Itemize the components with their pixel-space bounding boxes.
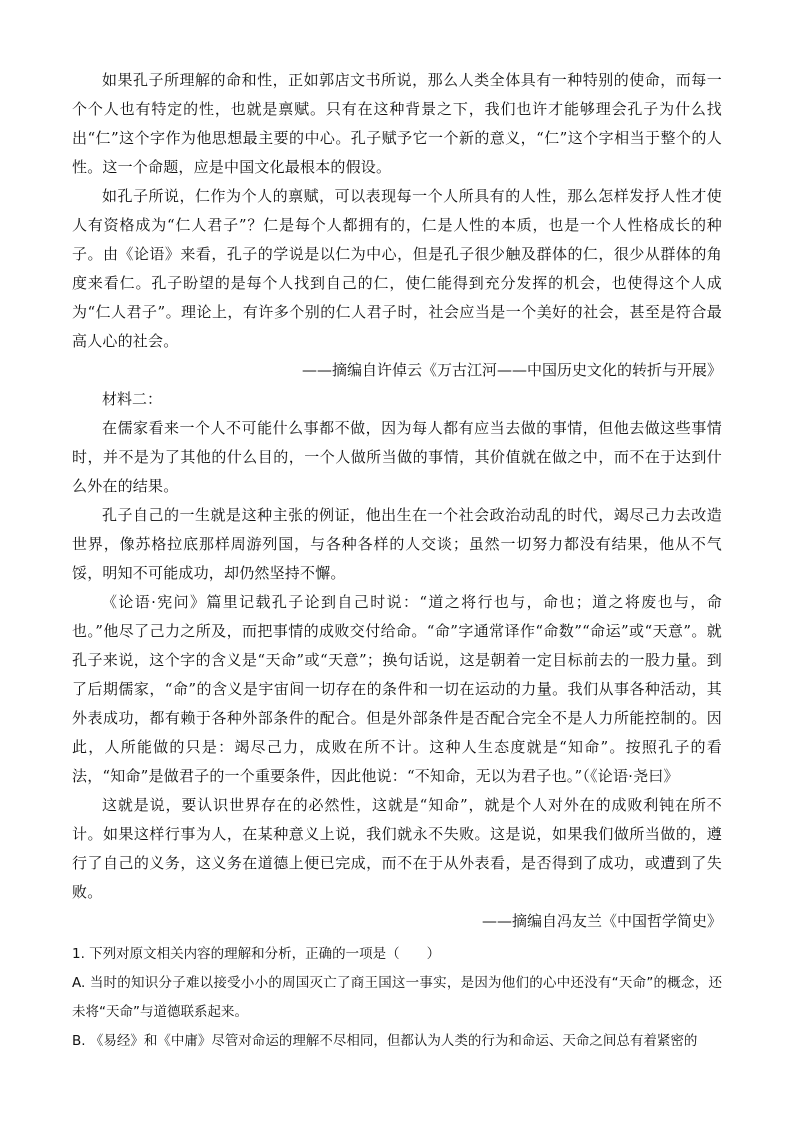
option-a: A. 当时的知识分子难以接受小小的周国灭亡了商王国这一事实，是因为他们的心中还没有“天命”的概念，还未将“天命”与道德联系起来。 xyxy=(72,975,722,1020)
source-citation: ——摘编自冯友兰《中国哲学简史》 xyxy=(481,912,722,930)
paragraph: 如孔子所说，仁作为个人的禀赋，可以表现每一个人所具有的人性，那么怎样发抒人性才使人有资格成为“仁人君子”？仁是每个人都拥有的，仁是人性的本质，也是一个人性格成长的种子。由《论语》来看，孔子的学说是以仁为中心，但是孔子很少触及群体的仁，很少从群体的角度来看仁。孔子盼望的是每个人找到自己的仁，使仁能得到充分发挥的机会，也使得这个人成为“仁人君子”。理论上，有许多个别的仁人君子时，社会应当是一个美好的社会，甚至是符合最高人心的社会。 xyxy=(72,187,722,350)
paragraph: 孔子自己的一生就是这种主张的例证，他出生在一个社会政治动乱的时代，竭尽己力去改造世界，像苏格拉底那样周游列国，与各种各样的人交谈；虽然一切努力都没有结果，他从不气馁，明知不可能成功，却仍然坚持不懈。 xyxy=(72,506,722,582)
paragraph: 《论语·宪问》篇里记载孔子论到自己时说：“道之将行也与，命也；道之将废也与，命也。”他尽了己力之所及，而把事情的成败交付给命。“命”字通常译作“命数”“命运”或“天意”。就孔子来说，这个字的含义是“天命”或“天意”；换句话说，这是朝着一定目标前去的一股力量。到了后期儒家，“命”的含义是宇宙间一切存在的条件和一切在运动的力量。我们从事各种活动，其外表成功，都有赖于各种外部条件的配合。但是外部条件是否配合完全不是人力所能控制的。因此，人所能做的只是：竭尽己力，成败在所不计。这种人生态度就是“知命”。按照孔子的看法，“知命”是做君子的一个重要条件，因此他说：“不知命，无以为君子也。”（《论语·尧曰》 xyxy=(72,593,722,785)
question-stem: 1. 下列对原文相关内容的理解和分析，正确的一项是（ ） xyxy=(72,946,441,962)
option-b: B. 《易经》和《中庸》尽管对命运的理解不尽相同，但都认为人类的行为和命运、天命之间总有着紧密的 xyxy=(72,1033,698,1049)
material-label: 材料二： xyxy=(102,390,163,408)
document-body xyxy=(72,66,722,1056)
paragraph: 这就是说，要认识世界存在的必然性，这就是“知命”，就是个人对外在的成败利钝在所不计。如果这样行事为人，在某种意义上说，我们就永不失败。这是说，如果我们做所当做的，遵行了自己的义务，这义务在道德上便已完成，而不在于从外表看，是否得到了成功，或遭到了失败。 xyxy=(72,796,722,901)
source-citation: ——摘编自许倬云《万古江河——中国历史文化的转折与开展》 xyxy=(301,361,722,379)
paragraph: 如果孔子所理解的命和性，正如郭店文书所说，那么人类全体具有一种特别的使命，而每一个个人也有特定的性，也就是禀赋。只有在这种背景之下，我们也许才能够理会孔子为什么找出“仁”这个字作为他思想最主要的中心。孔子赋予它一个新的意义，“仁”这个字相当于整个的人性。这一个命题，应是中国文化最根本的假设。 xyxy=(72,71,722,176)
paragraph: 在儒家看来一个人不可能什么事都不做，因为每人都有应当去做的事情，但他去做这些事情时，并不是为了其他的什么目的，一个人做所当做的事情，其价值就在做之中，而不在于达到什么外在的结果。 xyxy=(72,419,722,495)
